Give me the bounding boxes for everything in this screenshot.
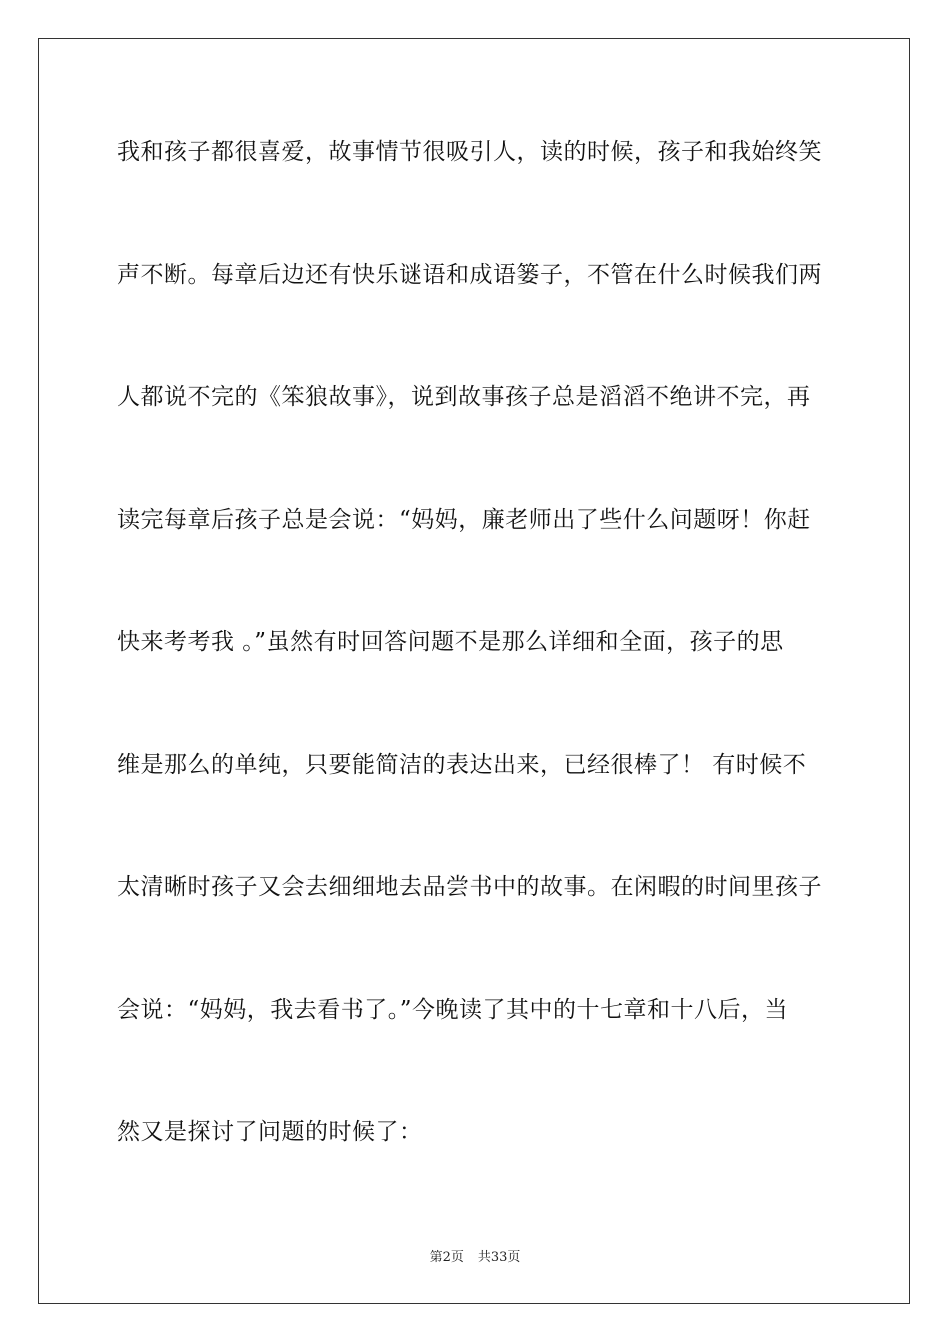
paragraph-line-8: 会说：“妈妈，我去看书了。”今晚读了其中的十七章和十八后，当 <box>117 996 789 1023</box>
paragraph-line-2: 声不断。每章后边还有快乐谜语和成语篓子，不管在什么时候我们两 <box>117 261 822 288</box>
paragraph-line-5: 快来考考我 。”虽然有时回答问题不是那么详细和全面，孩子的思 <box>117 629 784 655</box>
paragraph-line-3: 人都说不完的《笨狼故事》，说到故事孩子总是滔滔不绝讲不完，再 <box>117 384 811 410</box>
current-page-number: 第2页 <box>429 1250 464 1265</box>
page-footer <box>0 1246 950 1265</box>
paragraph-line-9: 然又是探讨了问题的时候了： <box>117 1119 423 1145</box>
paragraph-line-4: 读完每章后孩子总是会说：“妈妈，廉老师出了些什么问题呀！你赶 <box>117 506 811 533</box>
paragraph-line-7: 太清晰时孩子又会去细细地去品尝书中的故事。在闲暇的时间里孩子 <box>117 874 822 900</box>
paragraph-line-6: 维是那么的单纯，只要能简洁的表达出来，已经很棒了！ 有时候不 <box>117 751 807 778</box>
paragraph-line-1: 我和孩子都很喜爱，故事情节很吸引人，读的时候，孩子和我始终笑 <box>117 139 822 165</box>
document-body <box>117 124 833 1227</box>
total-page-count: 共33页 <box>477 1250 521 1265</box>
